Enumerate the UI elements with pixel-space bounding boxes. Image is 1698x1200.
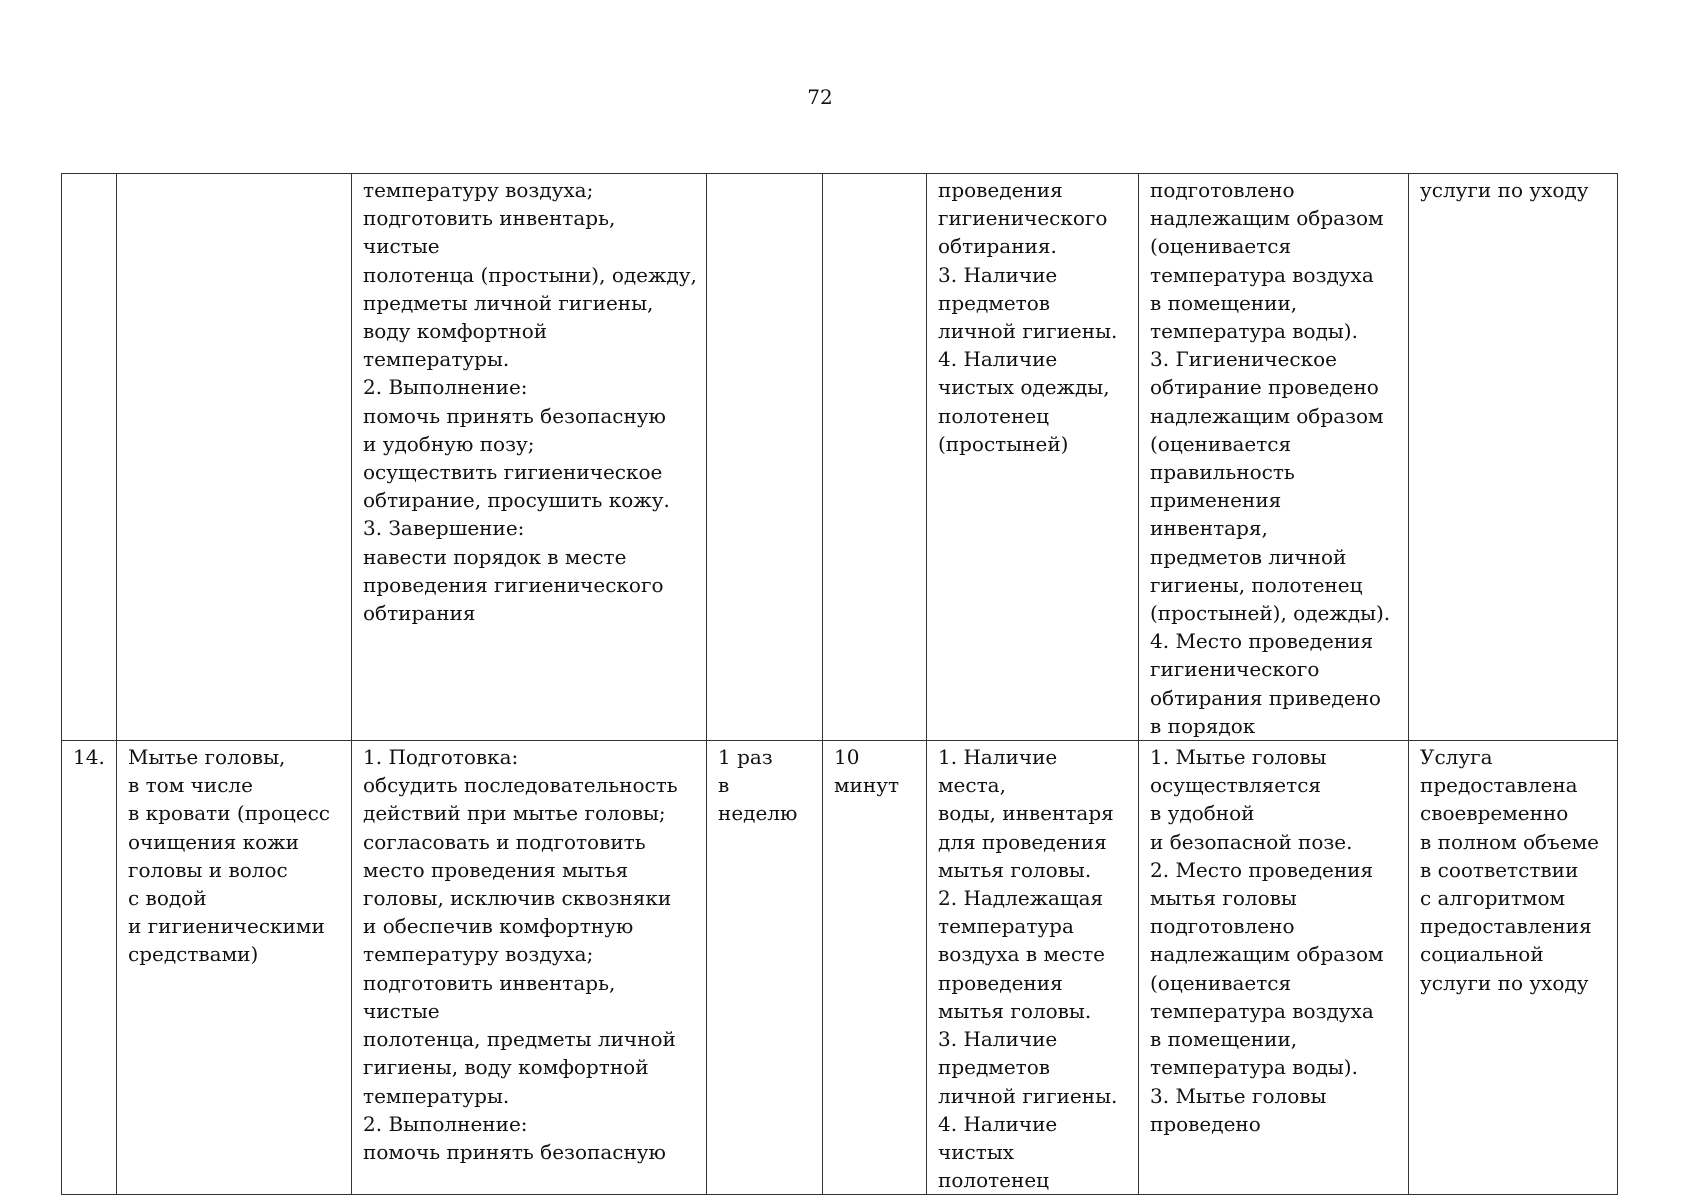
cell-number — [62, 174, 117, 741]
cell-frequency — [707, 174, 823, 741]
services-table — [61, 173, 1618, 1195]
cell-service-name: Мытье головы, в том числе в кровати (процесс очищения кожи головы и волос с водой и гигиеническими средствами) — [117, 741, 352, 1195]
cell-service-name — [117, 174, 352, 741]
cell-frequency: 1 раз в неделю — [707, 741, 823, 1195]
cell-duration — [823, 174, 927, 741]
cell-conditions: 1. Наличие места, воды, инвентаря для проведения мытья головы. 2. Надлежащая температура воздуха в месте проведения мытья головы. 3. Наличие предметов личной гигиены. 4. Наличие чистых полотенец — [927, 741, 1139, 1195]
table-row — [62, 174, 1618, 741]
cell-result: Услуга предоставлена своевременно в полном объеме в соответствии с алгоритмом предоставления социальной услуги по уходу — [1409, 741, 1618, 1195]
page-number: 72 — [807, 85, 833, 109]
cell-quality-indicators: подготовлено надлежащим образом (оценивается температура воздуха в помещении, температура воды). 3. Гигиеническое обтирание проведено надлежащим образом (оценивается правильность применения инвентаря, предметов личной гигиены, полотенец (простыней), одежды). 4. Место проведения гигиенического обтирания приведено в порядок — [1139, 174, 1409, 741]
cell-service-content: 1. Подготовка: обсудить последовательность действий при мытье головы; согласовать и подготовить место проведения мытья головы, исключив сквозняки и обеспечив комфортную температуру воздуха; подготовить инвентарь, чистые полотенца, предметы личной гигиены, воду комфортной температуры. 2. Выполнение: помочь принять безопасную — [352, 741, 707, 1195]
cell-quality-indicators: 1. Мытье головы осуществляется в удобной и безопасной позе. 2. Место проведения мытья головы подготовлено надлежащим образом (оценивается температура воздуха в помещении, температура воды). 3. Мытье головы проведено — [1139, 741, 1409, 1195]
cell-number: 14. — [62, 741, 117, 1195]
cell-conditions: проведения гигиенического обтирания. 3. Наличие предметов личной гигиены. 4. Наличие чистых одежды, полотенец (простыней) — [927, 174, 1139, 741]
cell-duration: 10 минут — [823, 741, 927, 1195]
table-row — [62, 741, 1618, 1195]
cell-service-content: температуру воздуха; подготовить инвентарь, чистые полотенца (простыни), одежду, предметы личной гигиены, воду комфортной температуры. 2. Выполнение: помочь принять безопасную и удобную позу; осуществить гигиеническое обтирание, просушить кожу. 3. Завершение: навести порядок в месте проведения гигиенического обтирания — [352, 174, 707, 741]
cell-result: услуги по уходу — [1409, 174, 1618, 741]
